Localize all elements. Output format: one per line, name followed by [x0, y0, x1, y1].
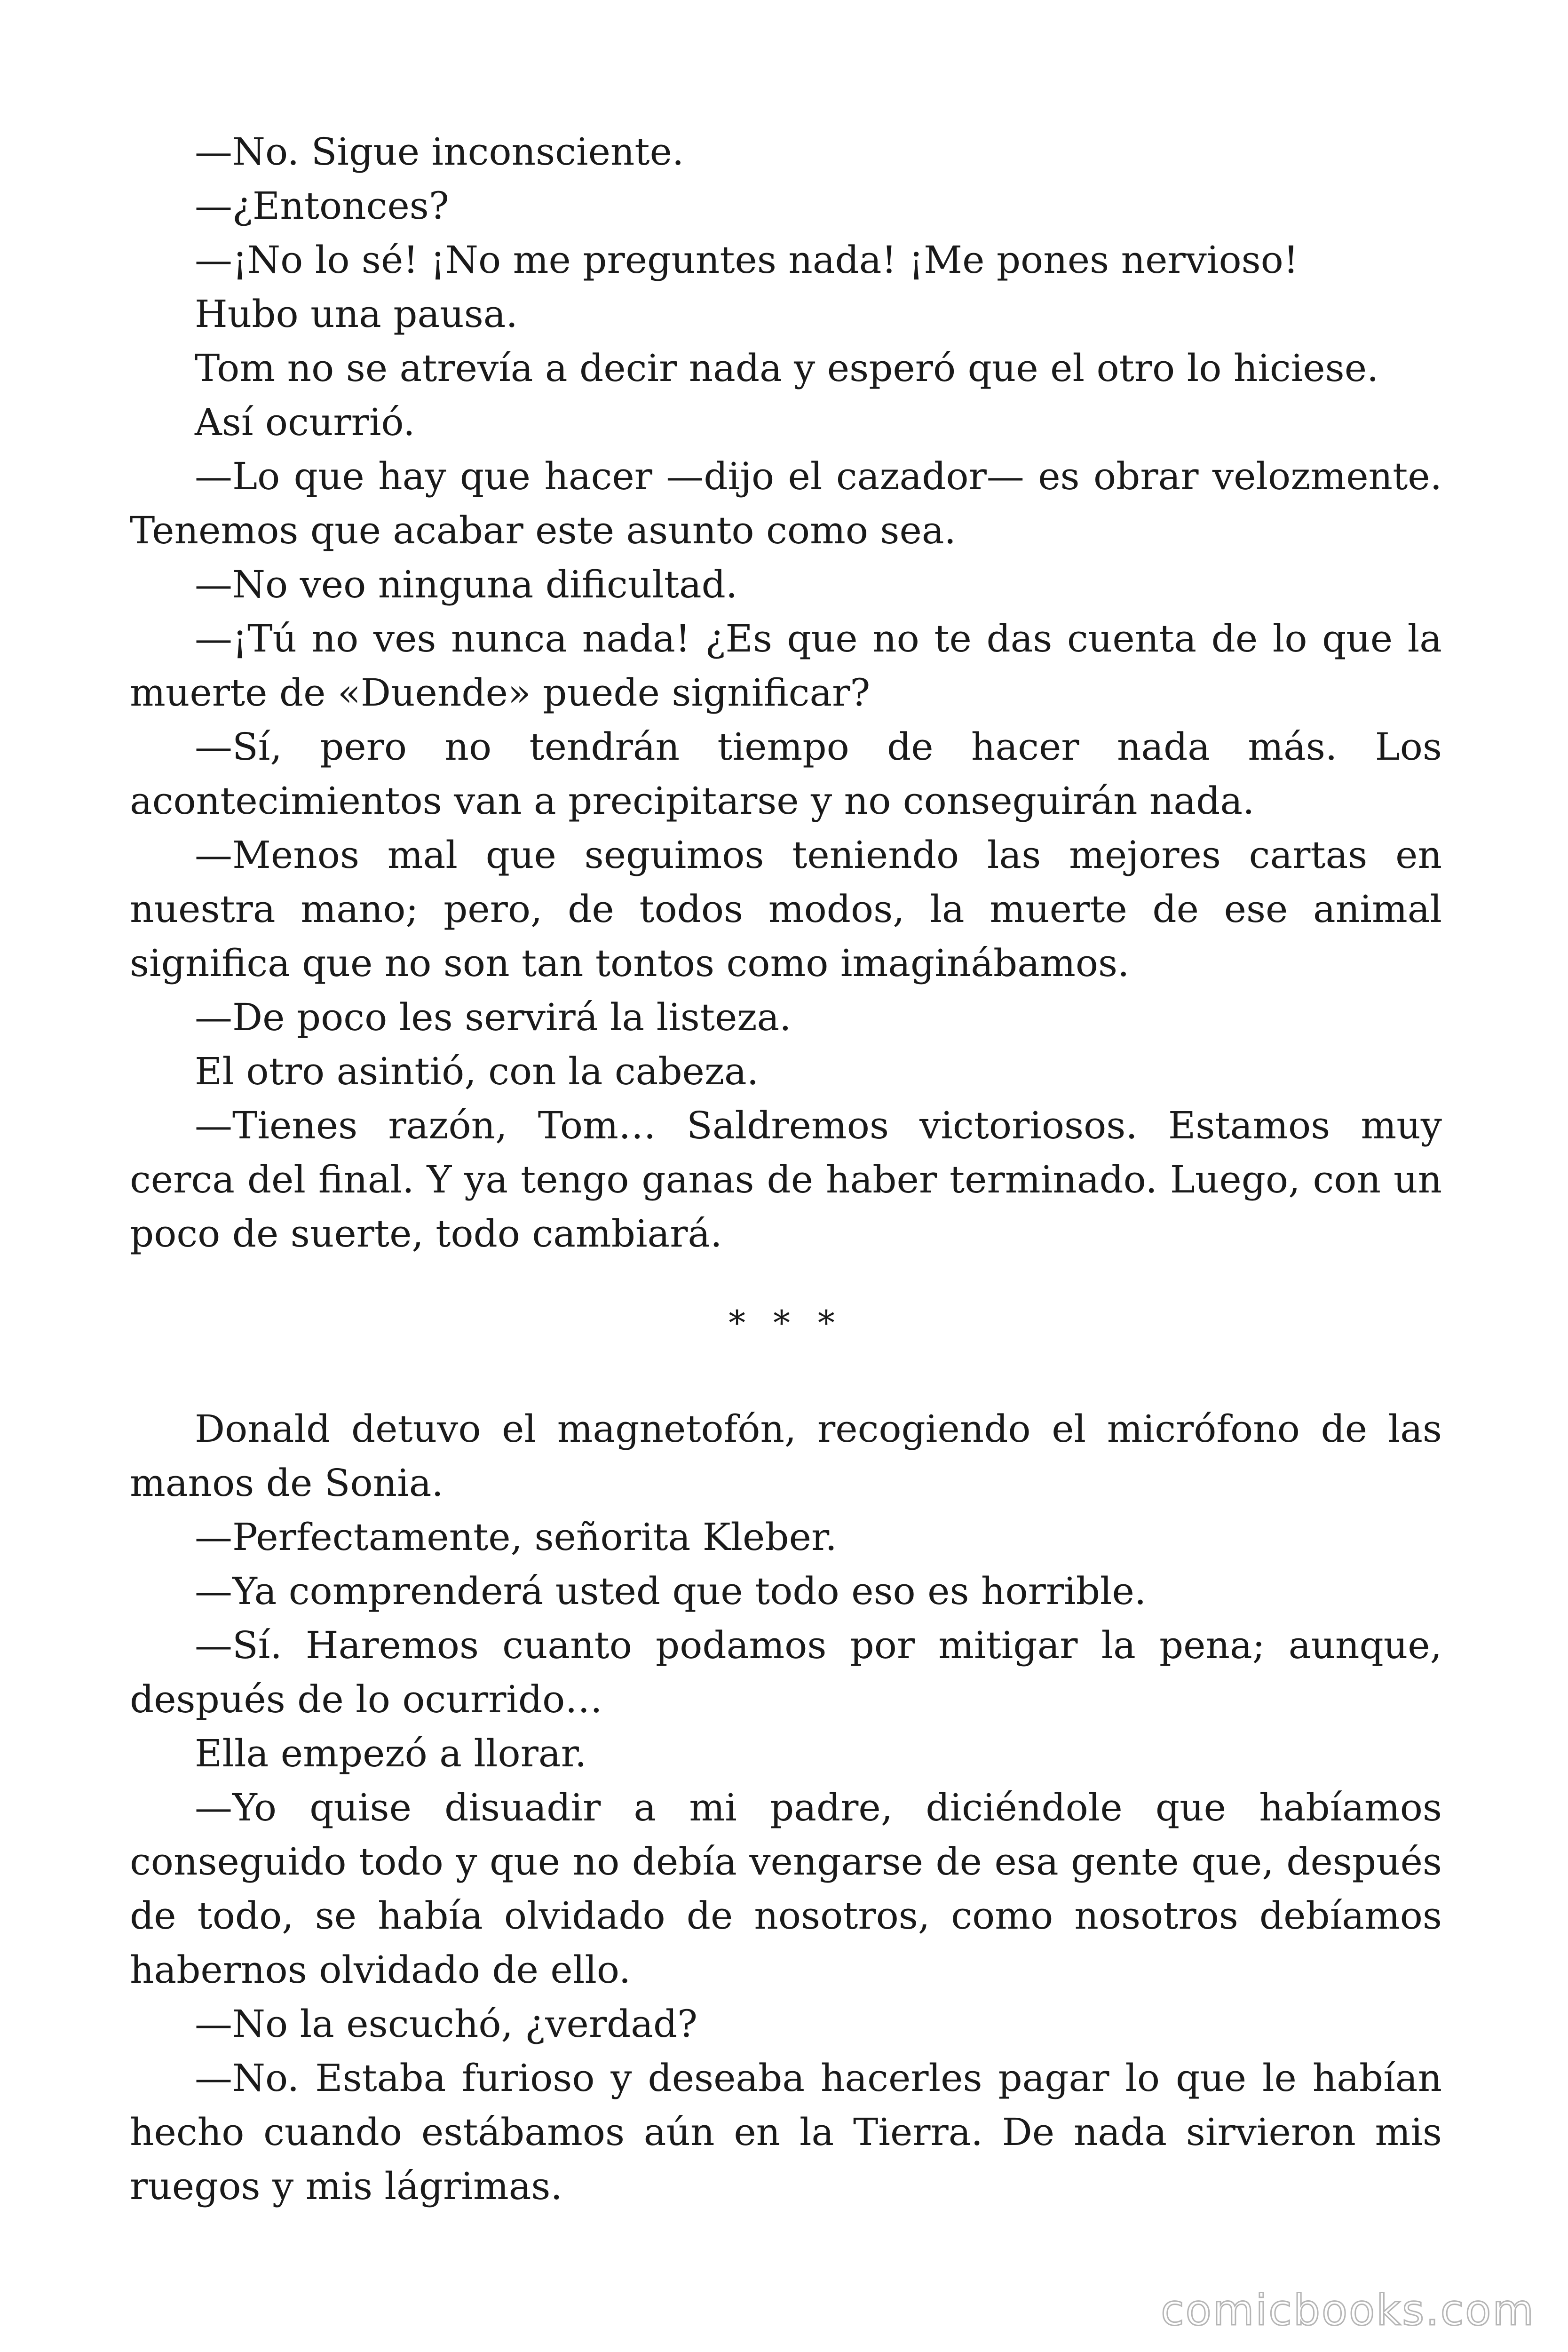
paragraph: —¡No lo sé! ¡No me preguntes nada! ¡Me pones nervioso!	[195, 238, 1299, 282]
paragraph: —No veo ninguna dificultad.	[195, 563, 738, 606]
scene-separator: * * *	[729, 1303, 843, 1343]
paragraph: —Ya comprenderá usted que todo eso es horrible.	[195, 1569, 1147, 1613]
paragraph: Así ocurrió.	[195, 400, 415, 444]
paragraph: —¡Tú no ves nunca nada! ¿Es que no te das cuenta de lo que la muerte de «Duende» puede significar?	[130, 617, 1442, 715]
paragraph: Tom no se atrevía a decir nada y esperó que el otro lo hiciese.	[195, 346, 1379, 390]
paragraph: —Tienes razón, Tom… Saldremos victoriosos. Estamos muy cerca del final. Y ya tengo ganas de haber terminado. Luego, con un poco de suerte, todo cambiará.	[130, 1104, 1442, 1255]
paragraph: Donald detuvo el magnetofón, recogiendo el micrófono de las manos de Sonia.	[130, 1407, 1442, 1505]
paragraph: —No. Estaba furioso y deseaba hacerles pagar lo que le habían hecho cuando estábamos aún en la Tierra. De nada sirvieron mis ruegos y mis lágrimas.	[130, 2056, 1442, 2208]
watermark: comicbooks.com	[1161, 2286, 1535, 2335]
paragraph: —Lo que hay que hacer —dijo el cazador— es obrar velozmente. Tenemos que acabar este asunto como sea.	[130, 454, 1442, 552]
paragraph: —No. Sigue inconsciente.	[195, 130, 684, 174]
paragraph: —No la escuchó, ¿verdad?	[195, 2002, 698, 2046]
text-section-two	[130, 1402, 1442, 2213]
paragraph: —Yo quise disuadir a mi padre, diciéndole que habíamos conseguido todo y que no debía vengarse de esa gente que, después de todo, se había olvidado de nosotros, como nosotros debíamos habernos olvidado de ello.	[130, 1786, 1442, 1992]
paragraph: —Menos mal que seguimos teniendo las mejores cartas en nuestra mano; pero, de todos modos, la muerte de ese animal significa que no son tan tontos como imaginábamos.	[130, 833, 1442, 985]
paragraph: Ella empezó a llorar.	[195, 1732, 587, 1775]
paragraph: —¿Entonces?	[195, 184, 449, 228]
paragraph: Hubo una pausa.	[195, 292, 518, 336]
paragraph: —De poco les servirá la listeza.	[195, 995, 792, 1039]
paragraph: —Sí. Haremos cuanto podamos por mitigar la pena; aunque, después de lo ocurrido…	[130, 1623, 1442, 1721]
paragraph: —Perfectamente, señorita Kleber.	[195, 1515, 837, 1559]
paragraph: El otro asintió, con la cabeza.	[195, 1049, 759, 1093]
paragraph: —Sí, pero no tendrán tiempo de hacer nada más. Los acontecimientos van a precipitarse y no conseguirán nada.	[130, 725, 1442, 823]
text-section-one	[130, 125, 1442, 1261]
